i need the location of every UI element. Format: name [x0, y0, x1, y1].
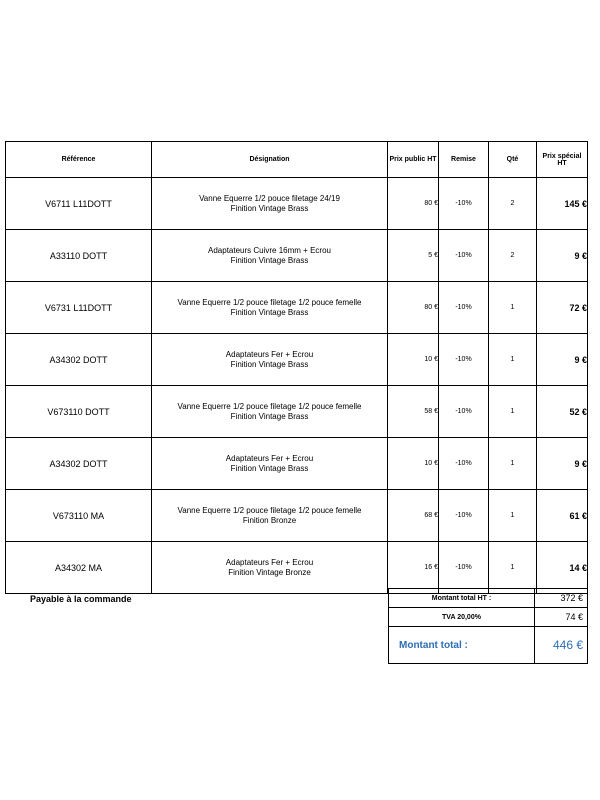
designation-line: Adaptateurs Fer + Ecrou — [225, 453, 314, 463]
prix-special-cell: 61 € — [537, 490, 588, 542]
table-row — [6, 334, 588, 386]
prix-special-cell: 9 € — [537, 230, 588, 282]
tva-label: TVA 20,00% — [389, 608, 535, 627]
prix-special-cell: 145 € — [537, 178, 588, 230]
designation-line: Vanne Equerre 1/2 pouce filetage 1/2 pouce femelle — [177, 401, 362, 411]
finish-line: Finition Vintage Brass — [230, 411, 309, 421]
designation-line: Adaptateurs Fer + Ecrou — [225, 557, 314, 567]
remise-cell: -10% — [439, 178, 489, 230]
prix-public-cell: 80 € — [388, 282, 439, 334]
prix-public-cell: 80 € — [388, 178, 439, 230]
reference-cell: A34302 MA — [6, 542, 152, 594]
prix-public-cell: 10 € — [388, 438, 439, 490]
designation-cell — [152, 542, 388, 594]
table-row — [6, 386, 588, 438]
designation-cell — [152, 230, 388, 282]
finish-line: Finition Vintage Brass — [230, 255, 309, 265]
quantity-cell: 1 — [489, 386, 537, 438]
prix-public-cell: 5 € — [388, 230, 439, 282]
tva-value: 74 € — [535, 608, 588, 627]
remise-cell: -10% — [439, 230, 489, 282]
designation-cell — [152, 334, 388, 386]
subtotal-row — [389, 589, 588, 608]
table-row — [6, 178, 588, 230]
subtotal-label: Montant total HT : — [389, 589, 535, 608]
totals-table — [388, 588, 588, 664]
grand-total-label: Montant total : — [389, 627, 535, 664]
quantity-cell: 1 — [489, 542, 537, 594]
reference-cell: A33110 DOTT — [6, 230, 152, 282]
reference-cell: V6731 L11DOTT — [6, 282, 152, 334]
subtotal-value: 372 € — [535, 589, 588, 608]
prix-special-cell: 14 € — [537, 542, 588, 594]
quantity-cell: 2 — [489, 230, 537, 282]
table-row — [6, 438, 588, 490]
designation-line: Vanne Equerre 1/2 pouce filetage 1/2 pouce femelle — [177, 505, 362, 515]
grand-total-row — [389, 627, 588, 664]
remise-cell: -10% — [439, 542, 489, 594]
finish-line: Finition Vintage Bronze — [228, 567, 311, 577]
designation-line: Vanne Equerre 1/2 pouce filetage 24/19 — [199, 193, 340, 203]
tva-row — [389, 608, 588, 627]
designation-cell — [152, 386, 388, 438]
designation-cell — [152, 438, 388, 490]
finish-line: Finition Vintage Brass — [230, 307, 309, 317]
remise-cell: -10% — [439, 490, 489, 542]
quote-table — [5, 141, 588, 594]
prix-public-cell: 58 € — [388, 386, 439, 438]
finish-line: Finition Bronze — [242, 515, 297, 525]
remise-cell: -10% — [439, 386, 489, 438]
quantity-cell: 1 — [489, 282, 537, 334]
quantity-cell: 1 — [489, 438, 537, 490]
designation-cell — [152, 490, 388, 542]
prix-special-cell: 9 € — [537, 438, 588, 490]
finish-line: Finition Vintage Brass — [230, 203, 309, 213]
prix-special-cell: 9 € — [537, 334, 588, 386]
designation-line: Vanne Equerre 1/2 pouce filetage 1/2 pouce femelle — [177, 297, 362, 307]
table-row — [6, 230, 588, 282]
prix-special-cell: 72 € — [537, 282, 588, 334]
prix-public-cell: 68 € — [388, 490, 439, 542]
header-prix-public: Prix public HT — [388, 142, 439, 178]
designation-cell — [152, 178, 388, 230]
prix-public-cell: 16 € — [388, 542, 439, 594]
quantity-cell: 1 — [489, 490, 537, 542]
prix-special-cell: 52 € — [537, 386, 588, 438]
designation-line: Adaptateurs Cuivre 16mm + Ecrou — [208, 245, 331, 255]
prix-public-cell: 10 € — [388, 334, 439, 386]
header-prix-special: Prix spécial HT — [537, 142, 588, 178]
reference-cell: V6711 L11DOTT — [6, 178, 152, 230]
payment-note: Payable à la commande — [30, 594, 132, 604]
designation-cell — [152, 282, 388, 334]
header-designation: Désignation — [152, 142, 388, 178]
remise-cell: -10% — [439, 334, 489, 386]
finish-line: Finition Vintage Brass — [230, 359, 309, 369]
finish-line: Finition Vintage Brass — [230, 463, 309, 473]
table-row — [6, 282, 588, 334]
reference-cell: A34302 DOTT — [6, 334, 152, 386]
table-header-row — [6, 142, 588, 178]
header-qte: Qté — [489, 142, 537, 178]
quantity-cell: 2 — [489, 178, 537, 230]
header-remise: Remise — [439, 142, 489, 178]
reference-cell: V673110 DOTT — [6, 386, 152, 438]
reference-cell: A34302 DOTT — [6, 438, 152, 490]
quantity-cell: 1 — [489, 334, 537, 386]
remise-cell: -10% — [439, 282, 489, 334]
table-row — [6, 542, 588, 594]
grand-total-value: 446 € — [535, 627, 588, 664]
header-reference: Référence — [6, 142, 152, 178]
table-row — [6, 490, 588, 542]
designation-line: Adaptateurs Fer + Ecrou — [225, 349, 314, 359]
remise-cell: -10% — [439, 438, 489, 490]
reference-cell: V673110 MA — [6, 490, 152, 542]
